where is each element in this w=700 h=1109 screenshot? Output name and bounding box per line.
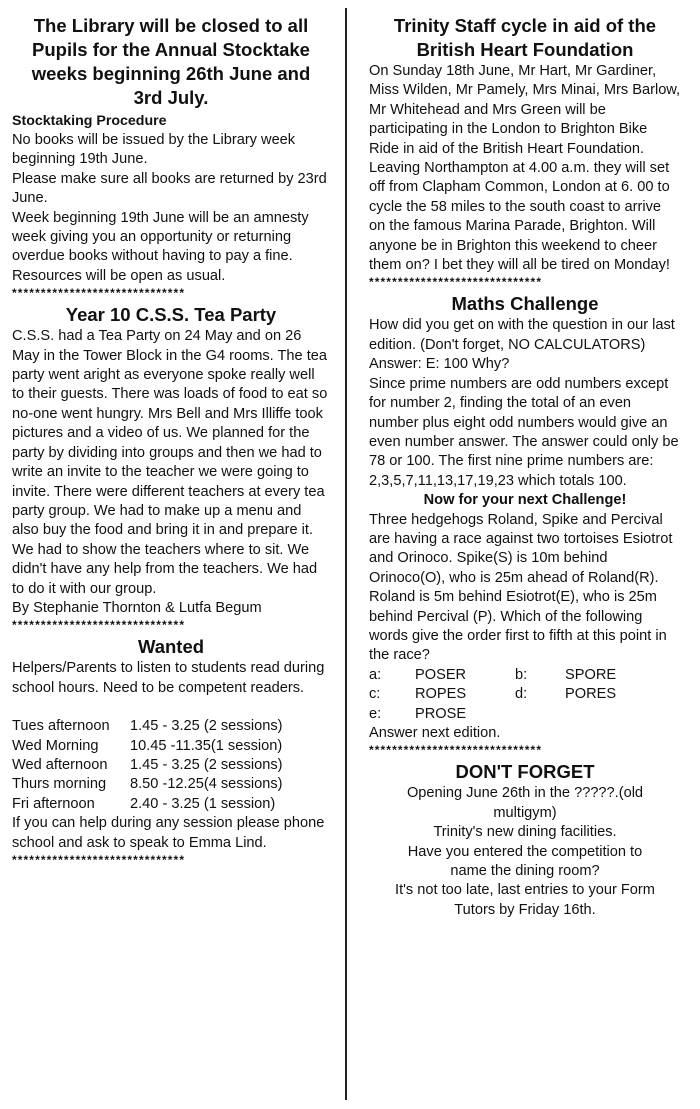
schedule-day: Thurs morning [12, 776, 107, 793]
schedule-day: Wed afternoon [12, 756, 108, 773]
dont-forget-line: Opening June 26th in the ?????.(old multigym) [406, 785, 644, 821]
dont-forget-line: Have you entered the competition to name the dining room? [407, 843, 643, 880]
option-label: d: [515, 686, 528, 703]
column-divider [345, 8, 347, 1100]
option-label: c: [369, 686, 381, 703]
tea-party-heading: Year 10 C.S.S. Tea Party [65, 304, 277, 326]
option-word: PORES [565, 686, 617, 703]
next-challenge-heading: Now for your next Challenge! [423, 492, 627, 509]
option-label: e: [369, 705, 382, 722]
option-word: PROSE [415, 705, 467, 722]
option-label: a: [369, 666, 382, 683]
schedule-row [12, 775, 330, 794]
library-closure-heading: The Library will be closed to all Pupils for the Annual Stocktake weeks beginning 26th June and 3rd July. [31, 15, 311, 108]
left-column [12, 14, 330, 870]
spacer [12, 698, 330, 717]
tea-party-body: C.S.S. had a Tea Party on 24 May and on 26 May in the Tower Block in the G4 rooms. The tea party went aright as everyone spoke really well to their guests. There was loads of food to eat so no-one went hungry. Mrs Bell and Mrs Illiffe took pictures and a video of us. We planned for the party by dividing into groups and then we had to write an invite to the teacher we were going to invite. There were different teachers at every tea party group. We had to make up a menu and also buy the food and bring it in and prepare it. We had to show the teachers where to sit. We didn't have any help from the teachers. We had to do it with our group. [12, 328, 328, 597]
dont-forget-heading: DON'T FORGET [455, 761, 595, 783]
maths-footer: Answer next edition. [369, 725, 501, 741]
library-paragraph: Please make sure all books are returned by 23rd June. [12, 170, 327, 207]
library-paragraph: No books will be issued by the Library week beginning 19th June. [12, 132, 296, 168]
schedule-day: Tues afternoon [12, 718, 110, 735]
maths-answer: Answer: E: 100 Why? [369, 356, 510, 373]
maths-question: How did you get on with the question in our last edition. (Don't forget, NO CALCULATORS) [369, 317, 675, 353]
option-word: SPORE [565, 666, 617, 683]
option-row [369, 705, 681, 724]
schedule-row [12, 717, 330, 736]
option-row [369, 666, 681, 685]
schedule-row [12, 795, 330, 814]
star-divider: ****************************** [12, 854, 186, 867]
wanted-closing: If you can help during any session please phone school and ask to speak to Emma Lind. [12, 815, 325, 851]
dont-forget-line: It's not too late, last entries to your Form Tutors by Friday 16th. [395, 882, 655, 918]
star-divider: ****************************** [12, 619, 186, 633]
dont-forget-line: Trinity's new dining facilities. [433, 824, 617, 841]
challenge-text: Three hedgehogs Roland, Spike and Percival are having a race against two tortoises Esiotrot and Orinoco. Spike(S) is 10m behind Orinoco(O), who is 25m ahead of Roland(R). Roland is 5m behind Esiotrot(E), who is 25m behind Percival (P). Which of the following words give the order first to fifth at this point in the race? [369, 511, 673, 664]
schedule-row [12, 756, 330, 775]
option-word: ROPES [415, 686, 467, 703]
library-paragraph: Resources will be open as usual. [12, 267, 226, 284]
cycle-heading: Trinity Staff cycle in aid of the British Heart Foundation [393, 15, 657, 60]
schedule-time: 8.50 -12.25(4 sessions) [130, 776, 283, 793]
star-divider: ****************************** [369, 744, 543, 758]
cycle-body: On Sunday 18th June, Mr Hart, Mr Gardiner, Miss Wilden, Mr Pamely, Mrs Minai, Mrs Barlow, Mr Whitehead and Mrs Green will be participating in the London to Brighton Bike Ride in aid of the British Heart Foundation. Leaving Northampton at 4.00 a.m. they will set off from Clapham Common, London at 6. 00 to cycle the 58 miles to the south coast to arrive on the famous Marina Parade, Brighton. Will anyone be in Brighton this weekend to cheer them on? I bet they will all be tired on Monday! [369, 63, 681, 274]
stocktaking-subheading: Stocktaking Procedure [12, 113, 167, 129]
answer-options [369, 666, 681, 724]
schedule-row [12, 737, 330, 756]
right-column [369, 14, 681, 920]
schedule-time: 1.45 - 3.25 (2 sessions) [130, 756, 283, 773]
schedule-day: Wed Morning [12, 737, 99, 754]
schedule-time: 1.45 - 3.25 (2 sessions) [130, 718, 283, 735]
star-divider: ****************************** [12, 287, 186, 301]
schedule-time: 10.45 -11.35(1 session) [130, 737, 283, 754]
wanted-heading: Wanted [137, 636, 205, 658]
star-divider: ****************************** [369, 276, 543, 290]
maths-explanation: Since prime numbers are odd numbers except for number 2, finding the total of an even number plus eight odd numbers would give an even number answer. The answer could only be 78 or 100. The first nine prime numbers are: 2,3,5,7,11,13,17,19,23 which totals 100. [369, 375, 679, 489]
schedule-time: 2.40 - 3.25 (1 session) [130, 795, 276, 812]
tea-party-byline: By Stephanie Thornton & Lutfa Begum [12, 599, 262, 616]
option-row [369, 685, 681, 704]
option-label: b: [515, 666, 528, 683]
library-paragraph: Week beginning 19th June will be an amnesty week giving you an opportunity or returning overdue books without having to pay a fine. [12, 209, 309, 265]
wanted-intro: Helpers/Parents to listen to students read during school hours. Need to be competent readers. [12, 660, 325, 696]
schedule-day: Fri afternoon [12, 795, 95, 812]
option-word: POSER [415, 666, 467, 683]
reading-schedule [12, 717, 330, 814]
maths-heading: Maths Challenge [451, 293, 599, 315]
